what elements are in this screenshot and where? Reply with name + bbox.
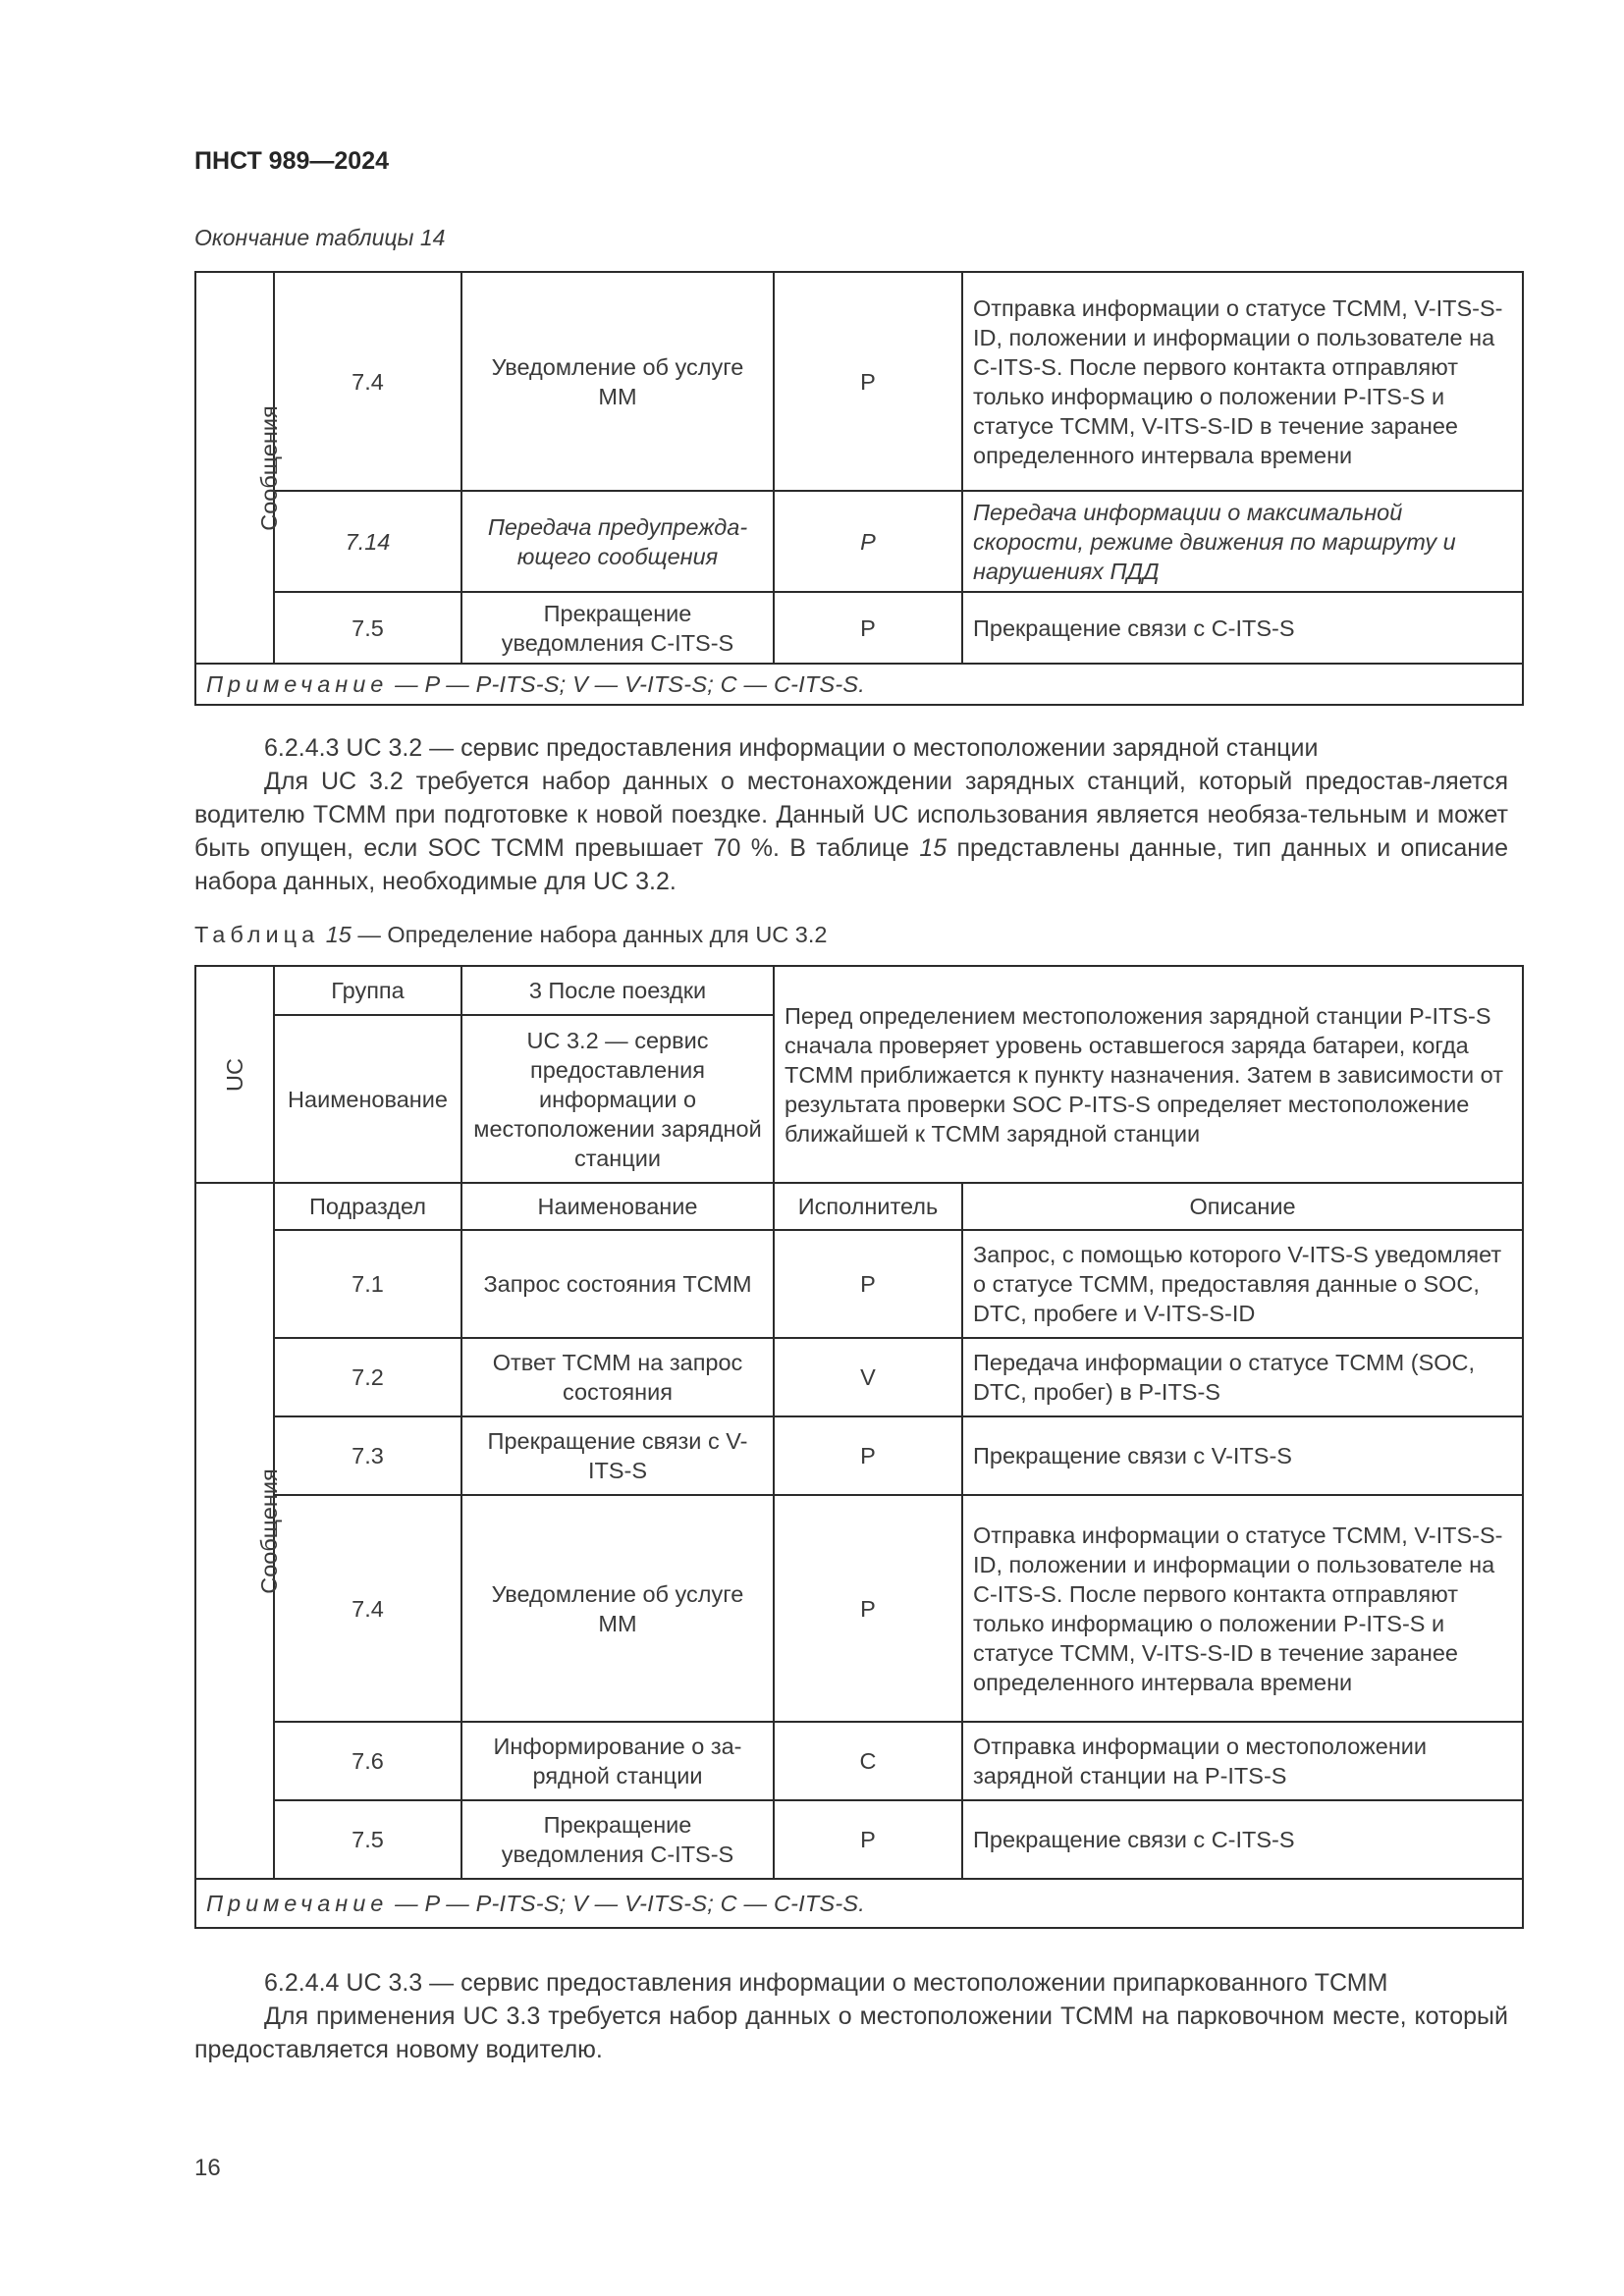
name-cell: Информирование о за-рядной станции <box>461 1722 774 1800</box>
document-number: ПНСТ 989—2024 <box>194 147 389 175</box>
table-row <box>195 1495 1523 1722</box>
name-cell: Уведомление об услуге ММ <box>461 272 774 491</box>
executor-cell: P <box>774 1416 962 1495</box>
executor-cell: V <box>774 1338 962 1416</box>
name-cell: Прекращение уведомления C-ITS-S <box>461 1800 774 1879</box>
description-cell: Передача информации о максимальной скорости, режиме движения по маршруту и нарушениях ПДД <box>962 491 1523 592</box>
name-cell: Запрос состояния ТСММ <box>461 1230 774 1338</box>
section-label: Сообщения <box>255 1468 282 1594</box>
name-cell: Уведомление об услуге ММ <box>461 1495 774 1722</box>
body-text: представлены данные, тип данных и описание набора данных, необходимые для UC 3.2. <box>194 834 1508 895</box>
subsection-cell: 7.1 <box>274 1230 461 1338</box>
table15-caption <box>194 922 827 948</box>
executor-cell: P <box>774 1800 962 1879</box>
table-note-row <box>195 1879 1523 1928</box>
table-row <box>195 1230 1523 1338</box>
group-label-cell: Группа <box>274 966 461 1015</box>
body-text: Для UC 3.2 требуется набор данных о местонахождении зарядных станций, который предостав-ляется водителю ТСММ при подготовке к новой поездке. Данный UC использования является необяза-тельным и может быть опущен, если SOC ТСММ превышает 70 %. В таблице <box>194 768 1508 862</box>
section-label: Сообщения <box>255 404 282 531</box>
table-note <box>195 1879 1523 1928</box>
table-reference: 15 <box>919 834 947 862</box>
subsection-cell: 7.4 <box>274 272 461 491</box>
description-cell: Прекращение связи с V-ITS-S <box>962 1416 1523 1495</box>
subsection-cell: 7.14 <box>274 491 461 592</box>
section-body: Для применения UC 3.3 требуется набор данных о местоположении ТСММ на парковочном месте, который предоставляется новому водителю. <box>194 2002 1508 2063</box>
section-label-cell <box>195 272 282 664</box>
name-cell: Передача предупрежда-ющего сообщения <box>461 491 774 592</box>
table-row <box>195 1416 1523 1495</box>
table-note <box>195 664 1523 705</box>
column-header: Исполнитель <box>774 1183 962 1230</box>
executor-cell: P <box>774 1230 962 1338</box>
executor-cell: P <box>774 272 962 491</box>
table14-caption: Окончание таблицы 14 <box>194 225 446 250</box>
table-row <box>195 592 1523 664</box>
section-heading: 6.2.4.3 UC 3.2 — сервис предоставления информации о местоположении зарядной станции <box>264 734 1319 762</box>
note-label: Примечание <box>206 671 389 697</box>
page-number: 16 <box>194 2155 221 2181</box>
table-row <box>195 1338 1523 1416</box>
description-cell: Прекращение связи с C-ITS-S <box>962 592 1523 664</box>
executor-cell: P <box>774 1495 962 1722</box>
table-header-row <box>195 1183 1523 1230</box>
table-row <box>195 272 1523 491</box>
description-cell: Прекращение связи с C-ITS-S <box>962 1800 1523 1879</box>
description-cell: Отправка информации о местоположении зарядной станции на P-ITS-S <box>962 1722 1523 1800</box>
subsection-cell: 7.3 <box>274 1416 461 1495</box>
uc-label: UC <box>221 1057 247 1092</box>
executor-cell: C <box>774 1722 962 1800</box>
note-text: — P — P-ITS-S; V — V-ITS-S; C — C-ITS-S. <box>388 671 865 697</box>
note-label: Примечание <box>206 1891 389 1916</box>
table15 <box>194 965 1524 1929</box>
section-body <box>194 765 1508 898</box>
name-label-cell: Наименование <box>274 1015 461 1183</box>
column-header: Описание <box>962 1183 1523 1230</box>
section-heading: 6.2.4.4 UC 3.3 — сервис предоставления информации о местоположении припаркованного ТСММ <box>264 1969 1388 1997</box>
uc-label-cell <box>195 966 274 1183</box>
subsection-cell: 7.5 <box>274 1800 461 1879</box>
description-cell: Передача информации о статусе ТСММ (SOC, DTC, пробег) в P-ITS-S <box>962 1338 1523 1416</box>
subsection-cell: 7.5 <box>274 592 461 664</box>
table14 <box>194 271 1524 706</box>
section-label-cell <box>195 1183 282 1879</box>
table-row <box>195 966 1523 1015</box>
note-text: — P — P-ITS-S; V — V-ITS-S; C — C-ITS-S. <box>388 1891 865 1916</box>
uc-description-cell: Перед определением местоположения зарядной станции P-ITS-S сначала проверяет уровень оставшегося заряда батареи, когда ТСММ приближается к пункту назначения. Затем в зависимости от результата проверки SOC P-ITS-S определяет местоположение ближайшей к ТСММ зарядной станции <box>774 966 1523 1183</box>
description-cell: Отправка информации о статусе ТСММ, V-ITS-S-ID, положении и информации о пользователе на C-ITS-S. После первого контакта отправляют только информацию о положении P-ITS-S и статусе ТСММ, V-ITS-S-ID в течение заранее определенного интервала времени <box>962 272 1523 491</box>
table-caption-number: 15 <box>325 922 352 947</box>
table-row <box>195 1722 1523 1800</box>
table-caption-title: — Определение набора данных для UC 3.2 <box>351 922 828 947</box>
executor-cell: P <box>774 592 962 664</box>
name-cell: Прекращение уведомления C-ITS-S <box>461 592 774 664</box>
column-header: Подраздел <box>274 1183 461 1230</box>
group-value-cell: 3 После поездки <box>461 966 774 1015</box>
section-6244 <box>194 1966 1508 2066</box>
subsection-cell: 7.6 <box>274 1722 461 1800</box>
column-header: Наименование <box>461 1183 774 1230</box>
subsection-cell: 7.4 <box>274 1495 461 1722</box>
subsection-cell: 7.2 <box>274 1338 461 1416</box>
name-value-cell: UC 3.2 — сервис предоставления информации о местоположении зарядной станции <box>461 1015 774 1183</box>
name-cell: Ответ ТСММ на запрос состояния <box>461 1338 774 1416</box>
name-cell: Прекращение связи с V-ITS-S <box>461 1416 774 1495</box>
section-6243 <box>194 731 1508 898</box>
table-row <box>195 491 1523 592</box>
table-caption-label: Таблица <box>194 922 320 947</box>
table-row <box>195 1800 1523 1879</box>
executor-cell: P <box>774 491 962 592</box>
description-cell: Отправка информации о статусе ТСММ, V-ITS-S-ID, положении и информации о пользователе на C-ITS-S. После первого контакта отправляют только информацию о положении P-ITS-S и статусе ТСММ, V-ITS-S-ID в течение заранее определенного интервала времени <box>962 1495 1523 1722</box>
table-note-row <box>195 664 1523 705</box>
description-cell: Запрос, с помощью которого V-ITS-S уведомляет о статусе ТСММ, предоставляя данные о SOC, DTC, пробеге и V-ITS-S-ID <box>962 1230 1523 1338</box>
